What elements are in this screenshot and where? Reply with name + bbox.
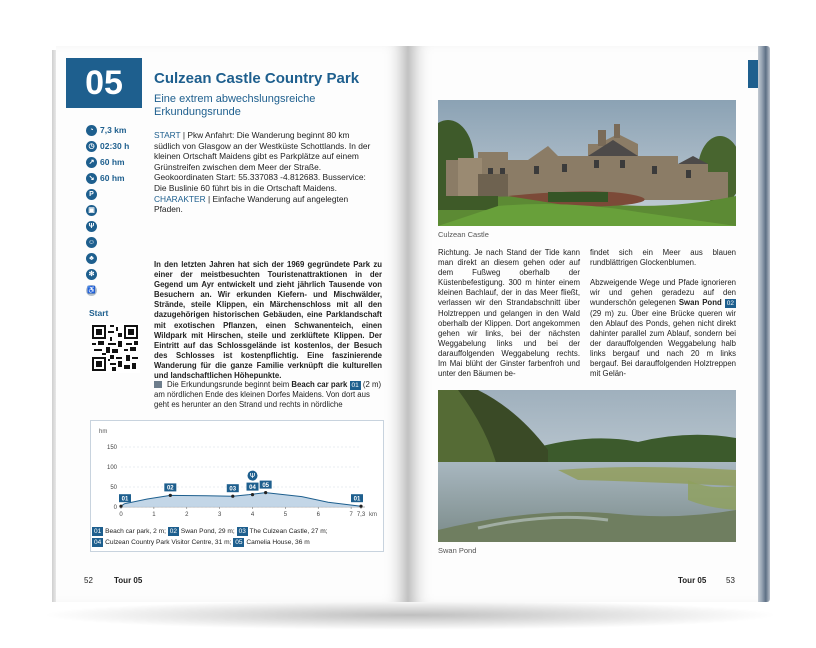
x-tick-label: 2 — [185, 512, 189, 518]
lead-paragraph: In den letzten Jahren hat sich der 1969 gegründete Park zu einer der meistbesuchten Touristenattraktionen in der Gegend um Ayr entwickelt und zieht jährlich Tausende von Besuchern an. Wir erkunden Kiefern- und Mischwälder, Strände, steile Klippen, ein Märchenschloss mit all den dazugehörigen historischen Gebäuden, eine Parklandschaft mit exotischen Pflanzen, einen Schwanenteich, einen Wildpark mit Hirschen, steile und zerklüftete Klippen. Der Eintritt auf das Schlossgelände ist kostenlos, der Besuch des Schlosses ist kostenpflichtig. Eine faszinierende Wanderung für die ganze Familie verknüpft die kulturellen und landschaftlichen Höhepunkte. — [154, 260, 382, 381]
page-accent-bar — [748, 60, 758, 88]
text-column-1: Richtung. Je nach Stand der Tide kann man direkt an diesem gehen oder auf dem Fußweg oberhalb der Küstenbefestigung. 300 m hinter einem kleinen Bachlauf, der in das Meer fließt, verlassen wir den Strandabschnitt über Holztreppen und gelangen in den Wald oberhalb der Klippen. Dort angekommen gehen wir links, bei der nächsten Weggabelung links und bei der darauffolgenden Weggabelung rechts. Im Mai blüht der Ginster farbenfroh und unter den Bäumen be- — [438, 248, 580, 379]
start-label: Start — [89, 308, 109, 318]
waypoint-label: 04 — [249, 484, 256, 491]
x-tick-label: 0 — [119, 512, 123, 518]
bus-icon: ▣ — [86, 205, 97, 216]
caption-castle: Culzean Castle — [438, 230, 489, 239]
descent-icon: ↘ — [86, 173, 97, 184]
y-tick-label: 0 — [113, 505, 117, 511]
tour-info-icons — [86, 122, 142, 298]
waypoint-label: 05 — [262, 482, 270, 489]
waypoint-tag: 01 — [351, 382, 359, 389]
stat-descent: ↘ 60 hm — [86, 170, 142, 186]
elevation-area — [121, 493, 361, 507]
stat-time: ◷ 02:30 h — [86, 138, 142, 154]
caption-swan-pond: Swan Pond — [438, 546, 477, 555]
waypoint-label: 02 — [166, 485, 174, 492]
left-page — [56, 46, 408, 602]
waypoint-label: 01 — [353, 496, 361, 503]
x-tick-label: 3 — [217, 512, 222, 518]
x-axis-label: km — [369, 512, 377, 518]
distance-icon: ◔ — [86, 125, 97, 136]
page-subtitle: Eine extrem abwechslungsreiche Erkundungsrunde — [154, 93, 316, 118]
elevation-chart — [91, 421, 383, 525]
waypoint-point — [231, 495, 234, 498]
swan-pond-photo — [438, 390, 736, 542]
body-paragraph: Die Erkundungsrunde beginnt beim Beach car park 01 (2 m) am nördlichen Ende des kleinen Dorfes Maidens. Von dort aus geht es herunter an den Strand und rechts in nördliche — [154, 380, 382, 410]
waypoint-point — [119, 505, 122, 508]
x-tick-label: 4 — [250, 512, 255, 518]
kids-icon: ☺ — [87, 238, 96, 246]
y-tick-label: 100 — [106, 465, 117, 471]
page-title: Culzean Castle Country Park — [154, 70, 360, 87]
footer-tour-right: Tour 05 — [678, 576, 707, 585]
restaurant-glyph: Ψ — [249, 472, 256, 481]
disabled-icon: ♿ — [87, 286, 96, 294]
x-tick-label: 1 — [152, 512, 156, 518]
nature-icon: ♣ — [86, 253, 97, 264]
ascent-icon: ↗ — [86, 157, 97, 168]
restaurant-icon: Ψ — [86, 221, 97, 232]
x-tick-label: 5 — [283, 512, 288, 518]
parking-icon: P — [86, 189, 97, 200]
waypoint-point — [169, 494, 172, 497]
tour-number: 05 — [66, 58, 142, 108]
waypoint-label: 01 — [121, 496, 129, 503]
x-tick-label: 7,3 — [356, 512, 366, 518]
y-tick-label: 150 — [106, 445, 117, 451]
waypoint-point — [251, 493, 254, 496]
flower-icon: ✻ — [86, 269, 97, 280]
book-edge-right — [756, 46, 770, 602]
time-icon: ◷ — [86, 141, 97, 152]
qr-code — [90, 323, 140, 373]
right-page — [408, 46, 758, 602]
y-tick-label: 50 — [110, 485, 117, 491]
intro-text: START | Pkw Anfahrt: Die Wanderung beginnt 80 km südlich von Glasgow an der Westküste Schottlands. In der kleinen Ortschaft Maidens gibt es Parkplätze auf einem Grünstreifen zwischen dem Meer der Straße. Geokoordinaten Start: 55.337083 -4.812683. Busservice: Die Buslinie 60 führt bis in die Ortschaft Maidens. CHARAKTER | Einfache Wanderung auf angelegten Pfaden. — [154, 130, 371, 215]
text-column-2: findet sich ein Meer aus blauen rundblättrigen Glockenblumen. Abzweigende Wege und Pfade ignorieren wir und gehen geradezu auf den wunderschön gelegenen Swan Pond 02 (29 m) zu. Über eine Brücke queren wir den Ablauf des Ponds, gehen nicht direkt dahinter parallel zum Ablauf, sondern bei der darauffolgenden Weggabelung halb links bergauf und nach 20 m links bergauf. Bei darauffolgenden Holztreppen mit Gelän- — [590, 248, 736, 379]
footer-tour-left: Tour 05 — [114, 576, 143, 585]
y-axis-label: hm — [99, 429, 108, 435]
page-number-right: 53 — [726, 576, 735, 585]
waypoint-point — [264, 491, 267, 494]
book-shadow — [40, 600, 780, 630]
play-icon — [154, 381, 162, 388]
castle-photo — [438, 100, 736, 226]
waypoint-label: 03 — [229, 486, 237, 493]
page-number-left: 52 — [84, 576, 93, 585]
x-tick-label: 6 — [316, 512, 320, 518]
waypoint-point — [359, 505, 362, 508]
x-tick-label: 7 — [349, 512, 353, 518]
stat-distance: ◔ 7,3 km — [86, 122, 142, 138]
stat-ascent: ↗ 60 hm — [86, 154, 142, 170]
waypoint-legend: 01 Beach car park, 2 m; 02 Swan Pond, 29 m; 03 The Culzean Castle, 27 m; 04 Culzean Country Park Visitor Centre, 31 m; 05 Camelia House, 36 m — [94, 528, 328, 546]
